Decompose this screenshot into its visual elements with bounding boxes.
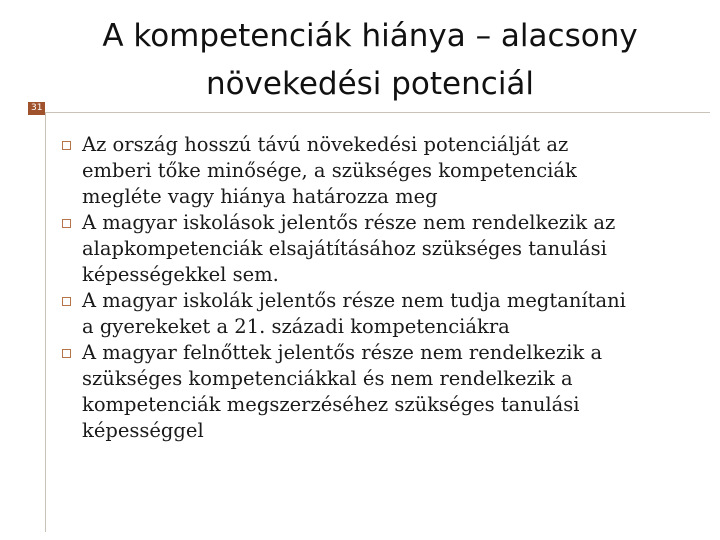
bullet-list <box>62 132 677 444</box>
bullet-line: kompetenciák megszerzéséhez szükséges tanulási <box>82 393 580 416</box>
square-bullet-icon <box>62 141 71 150</box>
bullet-line: A magyar iskolások jelentős része nem rendelkezik az <box>82 211 616 234</box>
bullet-item <box>62 340 677 444</box>
bullet-line: emberi tőke minősége, a szükséges kompetenciák <box>82 159 577 182</box>
left-divider <box>45 112 46 532</box>
bullet-text <box>82 340 677 444</box>
bullet-item <box>62 288 677 340</box>
bullet-line: alapkompetenciák elsajátításához szükséges tanulási <box>82 237 607 260</box>
slide-title <box>60 12 680 108</box>
bullet-line: képességekkel sem. <box>82 263 279 286</box>
bullet-text <box>82 288 677 340</box>
bullet-text <box>82 132 677 210</box>
bullet-line: A magyar felnőttek jelentős része nem rendelkezik a <box>82 341 603 364</box>
title-line-2: növekedési potenciál <box>205 66 535 102</box>
bullet-item <box>62 210 677 288</box>
square-bullet-icon <box>62 297 71 306</box>
bullet-line: A magyar iskolák jelentős része nem tudja megtanítani <box>82 289 626 312</box>
bullet-line: képességgel <box>82 419 204 442</box>
bullet-line: szükséges kompetenciákkal és nem rendelkezik a <box>82 367 573 390</box>
bullet-text <box>82 210 677 288</box>
bullet-item <box>62 132 677 210</box>
bullet-line: megléte vagy hiánya határozza meg <box>82 185 438 208</box>
bullet-line: a gyerekeket a 21. századi kompetenciákra <box>82 315 510 338</box>
title-line-1: A kompetenciák hiánya – alacsony <box>102 18 638 54</box>
bullet-line: Az ország hosszú távú növekedési potenciálját az <box>82 133 569 156</box>
square-bullet-icon <box>62 349 71 358</box>
header-divider <box>45 112 710 113</box>
square-bullet-icon <box>62 219 71 228</box>
slide-number: 31 <box>28 102 45 115</box>
